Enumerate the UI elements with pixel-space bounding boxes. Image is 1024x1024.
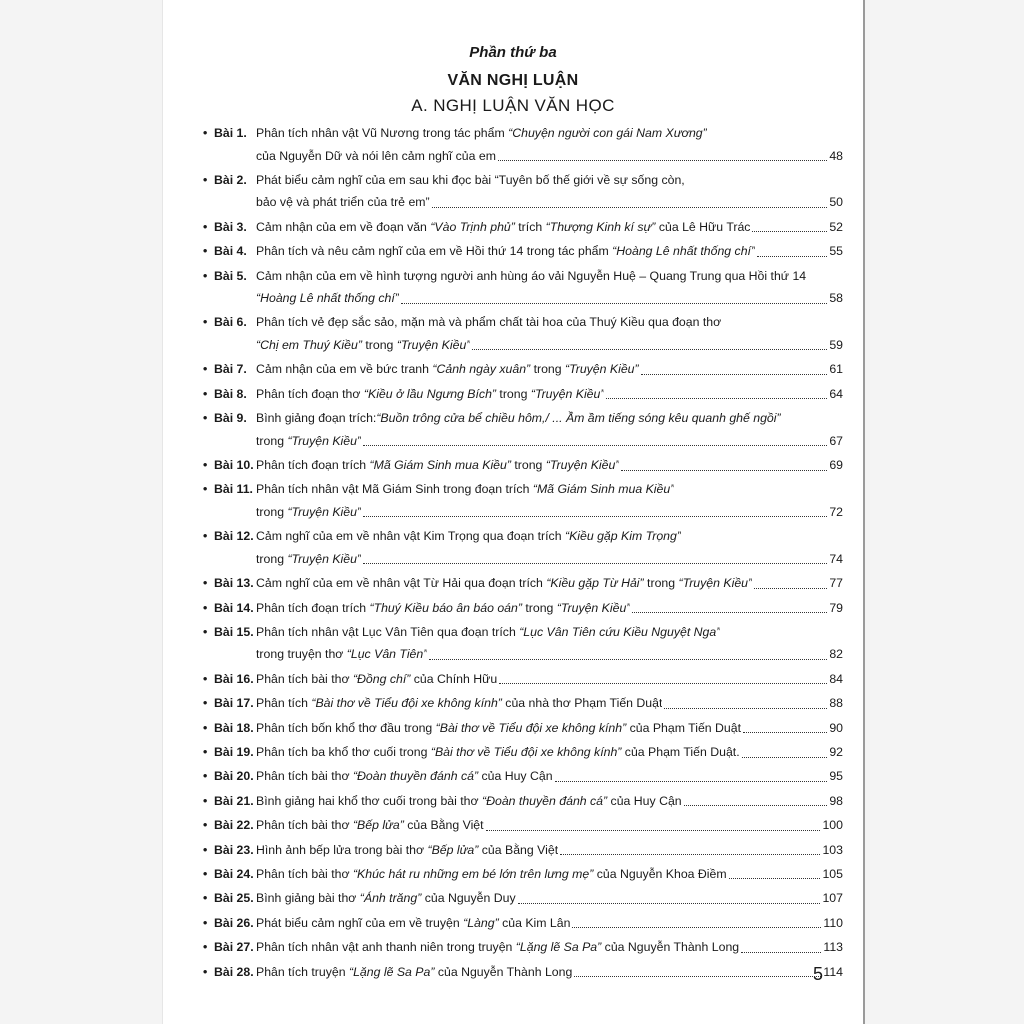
bullet-icon: • — [203, 696, 208, 711]
bullet-icon: • — [203, 769, 208, 784]
dot-leader — [555, 765, 828, 782]
section-heading: A. NGHỊ LUẬN VĂN HỌC — [411, 96, 615, 115]
toc-entry[interactable] — [203, 240, 843, 263]
entry-page-number: 90 — [829, 720, 843, 735]
entry-label: Bài 12. — [214, 529, 254, 544]
entry-label: Bài 19. — [214, 745, 254, 760]
book-page — [162, 0, 865, 1024]
entry-label: Bài 7. — [214, 362, 247, 377]
dot-leader — [363, 548, 827, 565]
entry-page-number: 59 — [829, 337, 843, 352]
toc-entry[interactable] — [203, 358, 843, 381]
entry-line-last — [256, 790, 843, 813]
toc-entry[interactable] — [203, 169, 843, 214]
entry-page-number: 103 — [822, 842, 843, 857]
bullet-icon: • — [203, 362, 208, 377]
dot-leader — [518, 887, 821, 904]
entry-page-number: 100 — [822, 818, 843, 833]
toc-entry[interactable] — [203, 525, 843, 570]
entry-page-number: 110 — [823, 915, 843, 930]
entry-page-number: 98 — [829, 793, 843, 808]
toc-entry[interactable] — [203, 311, 843, 356]
dot-leader — [606, 383, 827, 400]
entry-page-number: 64 — [829, 386, 843, 401]
part-heading: Phần thứ ba — [469, 44, 557, 61]
entry-line-last — [256, 887, 843, 910]
bullet-icon: • — [203, 915, 208, 930]
dot-leader — [363, 501, 827, 518]
toc-entry[interactable] — [203, 407, 843, 452]
entry-line-last — [256, 572, 843, 595]
toc-entry[interactable] — [203, 741, 843, 764]
bullet-icon: • — [203, 244, 208, 259]
entry-line-last — [256, 717, 843, 740]
bullet-icon: • — [203, 745, 208, 760]
dot-leader — [401, 287, 827, 304]
bullet-icon: • — [203, 720, 208, 735]
entry-label: Bài 9. — [214, 411, 247, 426]
entry-label: Bài 22. — [214, 818, 254, 833]
bullet-icon: • — [203, 411, 208, 426]
entry-title: Cảm nhận của em về bức tranh “Cảnh ngày xuân” trong “Truyện Kiều” — [256, 362, 639, 377]
toc-entry[interactable] — [203, 692, 843, 715]
entry-line-last — [256, 741, 843, 764]
toc-entry[interactable] — [203, 122, 843, 167]
entry-label: Bài 3. — [214, 219, 247, 234]
entry-title: “Hoàng Lê nhất thống chí” — [256, 291, 399, 306]
entry-title: Phân tích đoạn thơ “Kiều ở lầu Ngưng Bích” trong “Truyện Kiều” — [256, 386, 605, 401]
entry-label: Bài 20. — [214, 769, 254, 784]
dot-leader — [684, 790, 828, 807]
dot-leader — [432, 191, 828, 208]
toc-entry[interactable] — [203, 863, 843, 886]
dot-leader — [574, 961, 821, 978]
entry-title: Phân tích truyện “Lặng lẽ Sa Pa” của Nguyễn Thành Long — [256, 964, 573, 979]
entry-line-last — [256, 912, 843, 935]
entry-title: trong “Truyện Kiều” — [256, 433, 362, 448]
entry-title: Phát biểu cảm nghĩ của em về truyện “Làng” của Kim Lân — [256, 915, 571, 930]
bullet-icon: • — [203, 940, 208, 955]
entry-title: Phát biểu cảm nghĩ của em sau khi đọc bài “Tuyên bố thế giới về sự sống còn, — [256, 172, 685, 187]
entry-line-last — [256, 692, 843, 715]
entry-title: “Chị em Thuý Kiều” trong “Truyện Kiều” — [256, 337, 471, 352]
toc-entry[interactable] — [203, 454, 843, 477]
entry-line-last — [256, 668, 843, 691]
bullet-icon: • — [203, 482, 208, 497]
entry-line-last — [256, 863, 843, 886]
dot-leader — [752, 216, 827, 233]
dot-leader — [664, 692, 827, 709]
entry-label: Bài 14. — [214, 600, 254, 615]
entry-title: Cảm nghĩ của em về nhân vật Kim Trọng qua đoạn trích “Kiều gặp Kim Trọng” — [256, 529, 681, 544]
entry-label: Bài 24. — [214, 866, 254, 881]
toc-entry[interactable] — [203, 265, 843, 310]
entry-line-last — [256, 287, 843, 310]
entry-page-number: 82 — [829, 647, 843, 662]
entry-line — [256, 122, 843, 145]
entry-title: Cảm nhận của em về hình tượng người anh hùng áo vải Nguyễn Huệ – Quang Trung qua Hồi thứ 14 — [256, 268, 807, 283]
dot-leader — [754, 572, 827, 589]
bullet-icon: • — [203, 793, 208, 808]
entry-line-last — [256, 191, 843, 214]
toc-entry[interactable] — [203, 839, 843, 862]
bullet-icon: • — [203, 268, 208, 283]
dot-leader — [743, 717, 827, 734]
entry-line-last — [256, 358, 843, 381]
toc-entry[interactable] — [203, 814, 843, 837]
entry-title: Cảm nghĩ của em về nhân vật Từ Hải qua đoạn trích “Kiều gặp Từ Hải” trong “Truyện Kiều” — [256, 576, 753, 591]
bullet-icon: • — [203, 818, 208, 833]
bullet-icon: • — [203, 529, 208, 544]
entry-title: Phân tích đoạn trích “Mã Giám Sinh mua Kiều” trong “Truyện Kiều” — [256, 458, 620, 473]
toc-entry[interactable] — [203, 572, 843, 595]
dot-leader — [572, 912, 821, 929]
bullet-icon: • — [203, 172, 208, 187]
entry-page-number: 84 — [829, 671, 843, 686]
entry-line-last — [256, 961, 843, 984]
toc-entry[interactable] — [203, 790, 843, 813]
entry-line-last — [256, 548, 843, 571]
entry-label: Bài 5. — [214, 268, 247, 283]
entry-title: Phân tích nhân vật anh thanh niên trong truyện “Lặng lẽ Sa Pa” của Nguyễn Thành Long — [256, 940, 740, 955]
entry-title: bảo vệ và phát triển của trẻ em” — [256, 195, 430, 210]
entry-line-last — [256, 936, 843, 959]
entry-label: Bài 16. — [214, 671, 254, 686]
entry-label: Bài 21. — [214, 793, 254, 808]
bullet-icon: • — [203, 891, 208, 906]
toc-entry[interactable] — [203, 216, 843, 239]
entry-page-number: 114 — [823, 964, 843, 979]
entry-page-number: 72 — [829, 504, 843, 519]
entry-title: Bình giảng đoạn trích:“Buồn trông cửa bể chiều hôm,/ ... Ầm ầm tiếng sóng kêu quanh ghế ngồi” — [256, 411, 781, 426]
toc-entry[interactable] — [203, 765, 843, 788]
entry-line — [256, 478, 843, 501]
entry-page-number: 79 — [829, 600, 843, 615]
entry-line-last — [256, 430, 843, 453]
entry-label: Bài 8. — [214, 386, 247, 401]
entry-line-last — [256, 597, 843, 620]
toc-entry[interactable] — [203, 668, 843, 691]
entry-page-number: 107 — [822, 891, 843, 906]
entry-line — [256, 525, 843, 548]
entry-title: Phân tích bài thơ “Đồng chí” của Chính Hữu — [256, 671, 498, 686]
entry-label: Bài 13. — [214, 576, 254, 591]
entry-title: Phân tích ba khổ thơ cuối trong “Bài thơ về Tiểu đội xe không kính” của Phạm Tiến Duật. — [256, 745, 740, 760]
bullet-icon: • — [203, 576, 208, 591]
entry-line — [256, 169, 843, 192]
bullet-icon: • — [203, 624, 208, 639]
bullet-icon: • — [203, 386, 208, 401]
entry-label: Bài 18. — [214, 720, 254, 735]
entry-line-last — [256, 643, 843, 666]
table-of-contents — [203, 122, 843, 985]
entry-label: Bài 27. — [214, 940, 254, 955]
toc-entry[interactable] — [203, 383, 843, 406]
entry-label: Bài 11. — [214, 482, 253, 497]
entry-label: Bài 26. — [214, 915, 254, 930]
entry-title: Phân tích bài thơ “Khúc hát ru những em bé lớn trên lưng mẹ” của Nguyễn Khoa Điềm — [256, 866, 727, 881]
entry-label: Bài 28. — [214, 964, 254, 979]
entry-line — [256, 311, 843, 334]
entry-title: Phân tích “Bài thơ về Tiểu đội xe không kính” của nhà thơ Phạm Tiến Duật — [256, 696, 663, 711]
dot-leader — [741, 936, 821, 953]
entry-page-number: 52 — [829, 219, 843, 234]
entry-page-number: 48 — [829, 148, 843, 163]
entry-label: Bài 1. — [214, 126, 247, 140]
dot-leader — [560, 839, 820, 856]
entry-line-last — [256, 334, 843, 357]
entry-line-last — [256, 383, 843, 406]
toc-entry[interactable] — [203, 912, 843, 935]
dot-leader — [632, 597, 827, 614]
entry-line-last — [256, 814, 843, 837]
toc-entry[interactable] — [203, 936, 843, 959]
entry-title: Phân tích bài thơ “Đoàn thuyền đánh cá” của Huy Cận — [256, 769, 553, 784]
entry-label: Bài 4. — [214, 244, 247, 259]
bullet-icon: • — [203, 126, 208, 140]
entry-title: Phân tích vẻ đẹp sắc sảo, mặn mà và phẩm chất tài hoa của Thuý Kiều qua đoạn thơ — [256, 315, 722, 330]
entry-page-number: 77 — [829, 576, 843, 591]
entry-line-last — [256, 145, 843, 168]
entry-line-last — [256, 454, 843, 477]
page-title: VĂN NGHỊ LUẬN — [447, 72, 579, 89]
toc-entry[interactable] — [203, 961, 843, 984]
dot-leader — [757, 240, 827, 257]
entry-title: trong “Truyện Kiều” — [256, 551, 362, 566]
entry-page-number: 58 — [829, 291, 843, 306]
entry-page-number: 113 — [823, 940, 843, 955]
bullet-icon: • — [203, 600, 208, 615]
entry-line-last — [256, 839, 843, 862]
bullet-icon: • — [203, 315, 208, 330]
entry-page-number: 95 — [829, 769, 843, 784]
dot-leader — [486, 814, 821, 831]
entry-line-last — [256, 501, 843, 524]
bullet-icon: • — [203, 458, 208, 473]
dot-leader — [499, 668, 827, 685]
entry-title: Phân tích bốn khổ thơ đầu trong “Bài thơ về Tiểu đội xe không kính” của Phạm Tiến Duật — [256, 720, 742, 735]
bullet-icon: • — [203, 866, 208, 881]
entry-line-last — [256, 216, 843, 239]
entry-title: Phân tích nhân vật Mã Giám Sinh trong đoạn trích “Mã Giám Sinh mua Kiều” — [256, 482, 675, 497]
entry-label: Bài 17. — [214, 696, 254, 711]
bullet-icon: • — [203, 964, 208, 979]
entry-title: Phân tích nhân vật Lục Vân Tiên qua đoạn trích “Lục Vân Tiên cứu Kiều Nguyệt Nga” — [256, 624, 721, 639]
entry-line-last — [256, 240, 843, 263]
entry-title: Bình giảng bài thơ “Ánh trăng” của Nguyễn Duy — [256, 891, 516, 906]
dot-leader — [363, 430, 827, 447]
entry-label: Bài 2. — [214, 172, 247, 187]
dot-leader — [641, 358, 828, 375]
entry-page-number: 69 — [829, 458, 843, 473]
page-number: 5 — [812, 964, 823, 984]
bullet-icon: • — [203, 671, 208, 686]
toc-entry[interactable] — [203, 717, 843, 740]
entry-title: trong “Truyện Kiều” — [256, 504, 362, 519]
entry-page-number: 105 — [822, 866, 843, 881]
entry-page-number: 67 — [829, 433, 843, 448]
toc-entry[interactable] — [203, 597, 843, 620]
dot-leader — [729, 863, 821, 880]
entry-line-last — [256, 765, 843, 788]
bullet-icon: • — [203, 219, 208, 234]
entry-page-number: 50 — [829, 195, 843, 210]
entry-page-number: 61 — [829, 362, 843, 377]
entry-line — [256, 621, 843, 644]
entry-label: Bài 23. — [214, 842, 254, 857]
toc-entry[interactable] — [203, 478, 843, 523]
dot-leader — [472, 334, 827, 351]
entry-page-number: 55 — [829, 244, 843, 259]
dot-leader — [429, 643, 827, 660]
entry-title: Phân tích đoạn trích “Thuý Kiều báo ân báo oán” trong “Truyện Kiều” — [256, 600, 631, 615]
entry-title: Phân tích nhân vật Vũ Nương trong tác phẩm “Chuyện người con gái Nam Xương” — [256, 126, 707, 140]
dot-leader — [742, 741, 828, 758]
entry-title: trong truyện thơ “Lục Vân Tiên” — [256, 647, 428, 662]
dot-leader — [621, 454, 827, 471]
entry-title: của Nguyễn Dữ và nói lên cảm nghĩ của em — [256, 148, 496, 163]
entry-line — [256, 407, 843, 430]
bullet-icon: • — [203, 842, 208, 857]
entry-page-number: 88 — [829, 696, 843, 711]
toc-entry[interactable] — [203, 887, 843, 910]
entry-label: Bài 6. — [214, 315, 247, 330]
dot-leader — [498, 145, 827, 162]
entry-label: Bài 10. — [214, 458, 254, 473]
entry-title: Cảm nhận của em về đoạn văn “Vào Trịnh phủ” trích “Thượng Kinh kí sự” của Lê Hữu Trác — [256, 219, 751, 234]
entry-label: Bài 15. — [214, 624, 254, 639]
entry-page-number: 92 — [829, 745, 843, 760]
entry-page-number: 74 — [829, 551, 843, 566]
entry-line — [256, 265, 843, 288]
entry-title: Bình giảng hai khổ thơ cuối trong bài thơ “Đoàn thuyền đánh cá” của Huy Cận — [256, 793, 682, 808]
entry-title: Phân tích và nêu cảm nghĩ của em về Hồi thứ 14 trong tác phẩm “Hoàng Lê nhất thống chí” — [256, 244, 756, 259]
entry-title: Hình ảnh bếp lửa trong bài thơ “Bếp lửa” của Bằng Việt — [256, 842, 559, 857]
toc-entry[interactable] — [203, 621, 843, 666]
entry-title: Phân tích bài thơ “Bếp lửa” của Bằng Việt — [256, 818, 484, 833]
entry-label: Bài 25. — [214, 891, 254, 906]
